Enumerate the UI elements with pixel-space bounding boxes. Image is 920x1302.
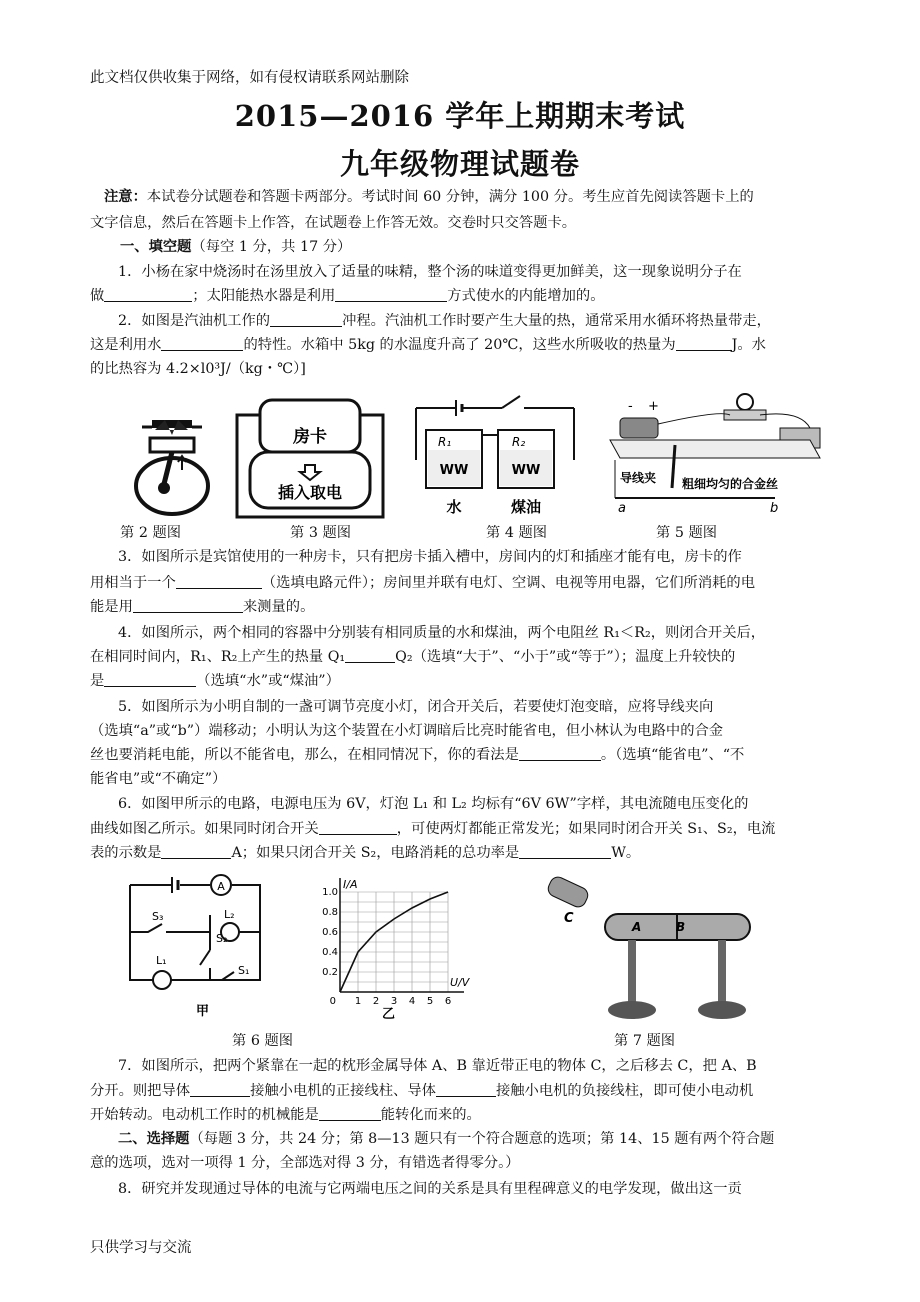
- svg-text:甲: 甲: [196, 1004, 210, 1019]
- notice-line-1: 注意：本试卷分试题卷和答题卡两部分。考试时间 60 分钟，满分 100 分。考生应首先阅读答题卡上的: [104, 189, 754, 205]
- y-tick-label: 0.2: [322, 967, 338, 978]
- q4-line-2: 在相同时间内，R₁、R₂上产生的热量 Q₁ Q₂（选填“大于”、“小于”或“等于”）；温度上升较快的: [90, 649, 736, 665]
- y-tick-label: 0.4: [322, 947, 338, 958]
- svg-text:L₁: L₁: [156, 954, 167, 967]
- x-axis-label: U/V: [450, 976, 470, 989]
- x-tick-label: 6: [444, 996, 452, 1007]
- q6-line-3: 表的示数是 A；如果只闭合开关 S₂，电路消耗的总功率是 W。: [90, 845, 641, 861]
- q2-line-1: 2．如图是汽油机工作的 冲程。汽油机工作时要产生大量的热，通常采用水循环将热量带走，: [118, 313, 771, 329]
- y-tick-label: 0.8: [322, 907, 338, 918]
- q5-line-3: 丝也要消耗电能，所以不能省电，那么，在相同情况下，你的看法是 。（选填“能省电”、“不: [90, 747, 745, 763]
- svg-text:-: -: [628, 399, 633, 414]
- q2-line-3: 的比热容为 4.2×l0³J/（kg・℃）]: [90, 361, 306, 377]
- q7-line-1: 7．如图所示，把两个紧靠在一起的枕形金属导体 A、B 靠近带正电的物体 C，之后移去 C，把 A、B: [118, 1058, 757, 1074]
- figures-row-1: [120, 380, 840, 520]
- q2-line-2: 这是利用水 的特性。水箱中 5kg 的水温度升高了 20℃，这些水所吸收的热量为 J。水: [90, 337, 766, 353]
- q8-line-1: 8．研究并发现通过导体的电流与它两端电压之间的关系是具有里程碑意义的电学发现，做出这一贡: [118, 1181, 742, 1197]
- svg-text:插入取电: 插入取电: [277, 483, 343, 502]
- notice-line-2: 文字信息，然后在答题卡上作答，在试题卷上作答无效。交卷时只交答题卡。: [90, 215, 577, 231]
- q7-line-3: 开始转动。电动机工作时的机械能是 能转化而来的。: [90, 1107, 481, 1123]
- q3-line-2: 用相当于一个 （选填电路元件）；房间里并联有电灯、空调、电视等用电器，它们所消耗的电: [90, 575, 756, 591]
- y-tick-label: 1.0: [322, 887, 338, 898]
- svg-text:B: B: [676, 920, 686, 934]
- svg-text:房卡: 房卡: [293, 427, 327, 447]
- q6-line-1: 6．如图甲所示的电路，电源电压为 6V，灯泡 L₁ 和 L₂ 均标有“6V 6W”字样，其电流随电压变化的: [118, 796, 749, 812]
- svg-text:WW: WW: [511, 463, 541, 478]
- section-1-heading: 一、填空题（每空 1 分，共 17 分）: [120, 239, 352, 255]
- fig7-caption: 第 7 题图: [614, 1033, 676, 1049]
- fig3-caption: 第 3 题图: [290, 525, 352, 541]
- svg-text:导线夹: 导线夹: [620, 471, 657, 485]
- conductors-figure: [546, 874, 750, 1019]
- x-tick-label: 2: [372, 996, 380, 1007]
- chart-caption: 乙: [382, 1007, 396, 1022]
- iu-chart: [322, 878, 471, 1022]
- q3-line-1: 3．如图所示是宾馆使用的一种房卡，只有把房卡插入槽中，房间内的灯和插座才能有电，房卡的作: [118, 549, 742, 565]
- engine-figure: [136, 420, 208, 514]
- x-tick-label: 5: [426, 996, 434, 1007]
- origin-label: 0: [329, 996, 336, 1007]
- fig5-caption: 第 5 题图: [656, 525, 718, 541]
- y-tick-label: 0.6: [322, 927, 338, 938]
- figures-row-2: [120, 870, 840, 1030]
- q4-line-3: 是 （选填“水”或“煤油”）: [90, 673, 340, 689]
- x-tick-label: 1: [354, 996, 362, 1007]
- q1-line-1: 1．小杨在家中烧汤时在汤里放入了适量的味精，整个汤的味道变得更加鲜美，这一现象说明分子在: [118, 264, 742, 280]
- q1-line-2: 做 ；太阳能热水器是利用 方式使水的内能增加的。: [90, 288, 605, 304]
- fig4-caption: 第 4 题图: [486, 525, 548, 541]
- svg-text:A: A: [217, 880, 225, 893]
- svg-text:煤油: 煤油: [510, 498, 542, 516]
- svg-text:S₂: S₂: [216, 932, 228, 945]
- svg-text:a: a: [618, 501, 626, 516]
- svg-text:S₁: S₁: [238, 964, 250, 977]
- exam-title: 2015—2016 学年上期期末考试: [234, 99, 686, 133]
- q3-line-3: 能是用 来测量的。: [90, 599, 315, 615]
- svg-text:R₂: R₂: [512, 435, 526, 449]
- svg-text:+: +: [648, 399, 659, 414]
- q4-line-1: 4．如图所示，两个相同的容器中分别装有相同质量的水和煤油，两个电阻丝 R₁＜R₂，则闭合开关后，: [118, 625, 766, 641]
- fig6-caption: 第 6 题图: [232, 1033, 294, 1049]
- section-2-heading: 二、选择题（每题 3 分，共 24 分；第 8—13 题只有一个符合题意的选项；第 14、15 题有两个符合题: [118, 1131, 775, 1147]
- q5-line-1: 5．如图所示为小明自制的一盏可调节亮度小灯，闭合开关后，若要使灯泡变暗，应将导线夹向: [118, 699, 714, 715]
- section-2-line-2: 意的选项，选对一项得 1 分，全部选对得 3 分，有错选者得零分。）: [90, 1155, 520, 1171]
- svg-text:b: b: [770, 501, 779, 516]
- svg-text:水: 水: [446, 498, 462, 516]
- q5-line-4: 能省电”或“不确定”）: [90, 771, 227, 787]
- fig2-caption: 第 2 题图: [120, 525, 182, 541]
- svg-text:S₃: S₃: [152, 910, 164, 923]
- beakers-figure: [416, 396, 574, 516]
- svg-text:R₁: R₁: [438, 435, 452, 449]
- q7-line-2: 分开。则把导体 接触小电机的正接线柱、导体 接触小电机的负接线柱，即可使小电动机: [90, 1083, 754, 1099]
- x-tick-label: 3: [390, 996, 398, 1007]
- page-footer: 只供学习与交流: [90, 1240, 192, 1256]
- dimmer-figure: [610, 394, 820, 516]
- q6-line-2: 曲线如图乙所示。如果同时闭合开关 ，可使两灯都能正常发光；如果同时闭合开关 S₁、S₂，电流: [90, 821, 776, 837]
- page-header: 此文档仅供收集于网络，如有侵权请联系网站删除: [90, 70, 409, 86]
- q5-line-2: （选填“a”或“b”）端移动；小明认为这个装置在小灯调暗后比亮时能省电，但小林认为电路中的合金: [90, 723, 724, 739]
- svg-text:A: A: [632, 920, 642, 934]
- x-tick-label: 4: [408, 996, 416, 1007]
- exam-subtitle: 九年级物理试题卷: [339, 147, 580, 181]
- svg-text:L₂: L₂: [224, 908, 235, 921]
- room-card-figure: [237, 400, 383, 517]
- svg-text:WW: WW: [439, 463, 469, 478]
- svg-text:粗细均匀的合金丝: 粗细均匀的合金丝: [682, 477, 779, 491]
- y-axis-label: I/A: [343, 878, 358, 891]
- svg-text:C: C: [564, 911, 574, 926]
